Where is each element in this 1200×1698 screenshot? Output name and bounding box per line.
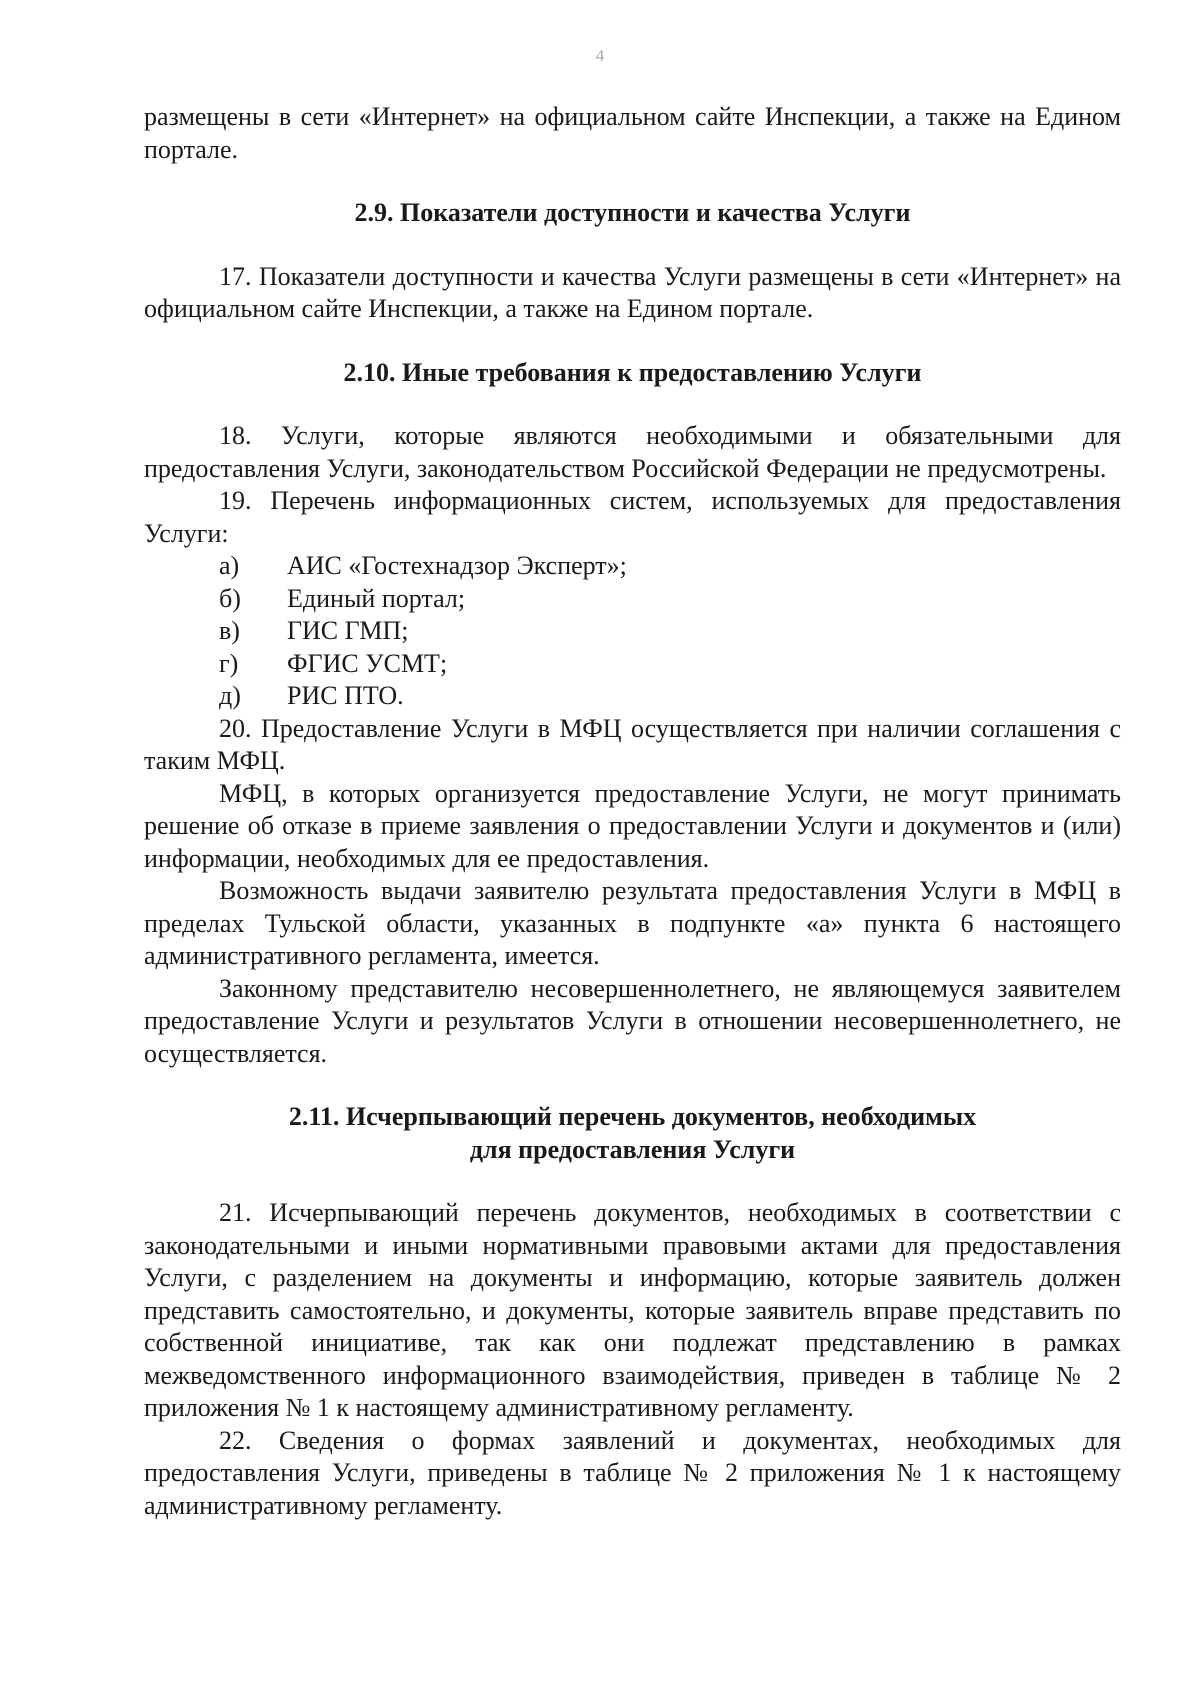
paragraph-18: 18. Услуги, которые являются необходимыми и обязательными для предоставления Услуги, законодательством Российской Федерации не предусмотрены. — [144, 421, 1121, 483]
paragraph-20: 20. Предоставление Услуги в МФЦ осуществляется при наличии соглашения с таким МФЦ. — [144, 713, 1121, 775]
paragraph-20-mfc: МФЦ, в которых организуется предоставление Услуги, не могут принимать решение об отказе в приеме заявления о предоставлении Услуги и документов и (или) информации, необходимых для ее предоставления. — [144, 778, 1121, 873]
list-item — [144, 550, 1121, 583]
information-systems-list — [144, 550, 1121, 713]
list-item — [144, 648, 1121, 681]
list-item-marker: в) — [219, 616, 240, 645]
list-item — [144, 615, 1121, 648]
list-item — [144, 680, 1121, 713]
list-item-marker: б) — [219, 583, 241, 613]
list-item-text: ФГИС УСМТ; — [287, 648, 448, 678]
paragraph-21: 21. Исчерпывающий перечень документов, необходимых в соответствии с законодательными и иными нормативными правовыми актами для предоставления Услуги, с разделением на документы и информацию, которые заявитель должен представить самостоятельно, и документы, которые заявитель вправе представить по собственной инициативе, так как они подлежат представлению в рамках межведомственного информационного взаимодействия, приведен в таблице № 2 приложения № 1 к настоящему административному регламенту. — [144, 1198, 1121, 1422]
document-body — [144, 101, 1121, 1522]
list-item-text: ГИС ГМП; — [287, 616, 409, 645]
section-heading-2-10: 2.10. Иные требования к предоставлению Услуги — [343, 357, 922, 387]
paragraph-intro: размещены в сети «Интернет» на официальном сайте Инспекции, а также на Едином портале. — [144, 102, 1121, 164]
section-heading-2-11-line2: для предоставления Услуги — [469, 1134, 796, 1164]
paragraph-22: 22. Сведения о формах заявлений и документах, необходимых для предоставления Услуги, приведены в таблице № 2 приложения № 1 к настоящему административному регламенту. — [144, 1425, 1121, 1520]
list-item-text: АИС «Гостехнадзор Эксперт»; — [287, 551, 627, 580]
list-item-marker: д) — [219, 681, 241, 710]
list-item-marker: а) — [219, 551, 240, 580]
section-heading-2-11-line1: 2.11. Исчерпывающий перечень документов, необходимых — [288, 1102, 977, 1131]
paragraph-20-result: Возможность выдачи заявителю результата предоставления Услуги в МФЦ в пределах Тульской области, указанных в подпункте «а» пункта 6 настоящего административного регламента, имеется. — [144, 876, 1121, 970]
list-item-text: РИС ПТО. — [287, 681, 404, 710]
paragraph-17: 17. Показатели доступности и качества Услуги размещены в сети «Интернет» на официальном сайте Инспекции, а также на Едином портале. — [144, 261, 1121, 323]
list-item-text: Единый портал; — [287, 583, 466, 613]
page-number: 4 — [595, 46, 605, 65]
paragraph-19: 19. Перечень информационных систем, используемых для предоставления Услуги: — [144, 486, 1121, 548]
list-item-marker: г) — [219, 648, 239, 678]
section-heading-2-11 — [144, 1101, 1121, 1166]
list-item — [144, 583, 1121, 616]
paragraph-20-representative: Законному представителю несовершеннолетнего, не являющемуся заявителем предоставление Услуги и результатов Услуги в отношении несовершеннолетнего, не осуществляется. — [144, 973, 1121, 1068]
section-heading-2-9: 2.9. Показатели доступности и качества Услуги — [354, 198, 911, 227]
